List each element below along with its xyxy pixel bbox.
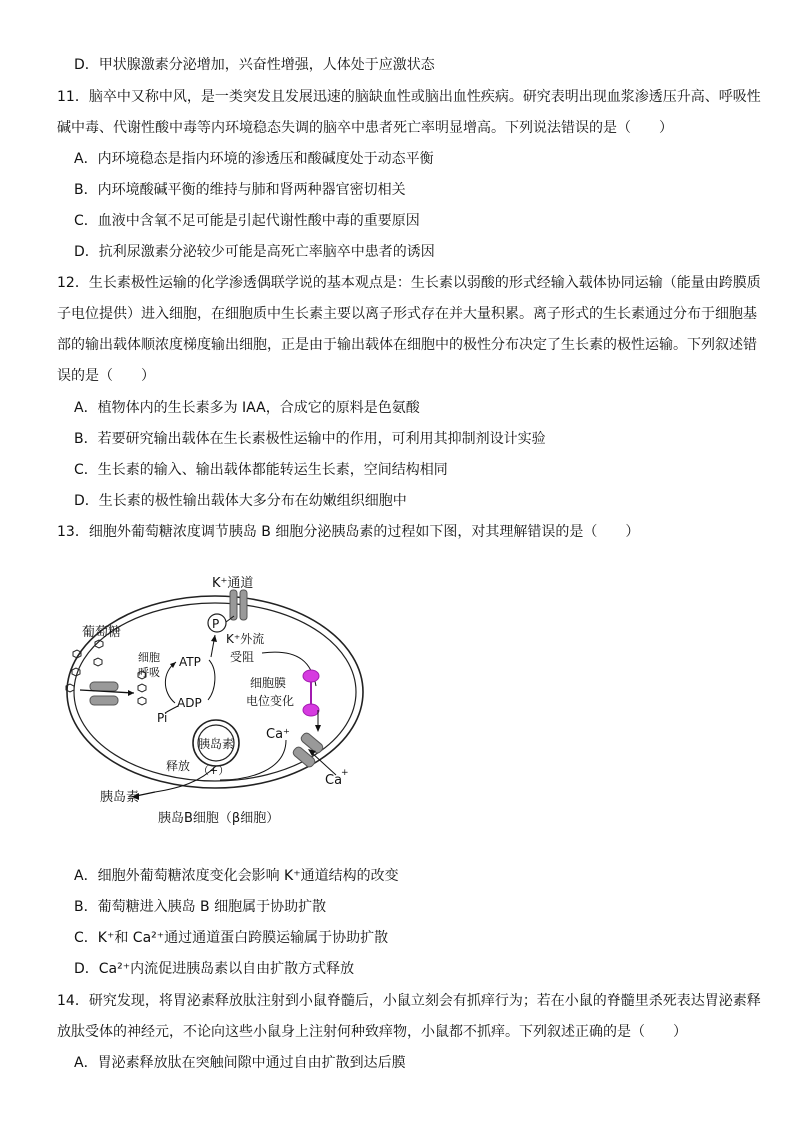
q12-stem-line-3: 部的输出载体顺浓度梯度输出细胞，正是由于输出载体在细胞中的极性分布决定了生长素的极性运输。下列叙述错 bbox=[57, 337, 757, 353]
ca-outside-label: Ca bbox=[325, 773, 343, 788]
q12-option-d: D．生长素的极性输出载体大多分布在幼嫩组织细胞中 bbox=[74, 493, 407, 509]
k-efflux-label-2: 受阻 bbox=[230, 650, 255, 664]
ca-channel-icon bbox=[292, 731, 325, 768]
voltage-sensor-icon bbox=[303, 670, 319, 716]
q11-stem-line-2: 碱中毒、代谢性酸中毒等内环境稳态失调的脑卒中患者死亡率明显增高。下列说法错误的是（ ） bbox=[57, 120, 673, 136]
k-channel-label: K⁺通道 bbox=[212, 576, 254, 591]
q14-stem-line-1: 14．研究发现，将胃泌素释放肽注射到小鼠脊髓后，小鼠立刻会有抓痒行为；若在小鼠的脊髓里杀死表达胃泌素释 bbox=[57, 993, 761, 1009]
q11-option-a: A．内环境稳态是指内环境的渗透压和酸碱度处于动态平衡 bbox=[74, 151, 434, 167]
q11-option-d: D．抗利尿激素分泌较少可能是高死亡率脑卒中患者的诱因 bbox=[74, 244, 435, 260]
figure-caption: 胰岛B细胞（β细胞） bbox=[158, 811, 280, 826]
q12-option-c: C．生长素的输入、输出载体都能转运生长素，空间结构相同 bbox=[74, 462, 448, 478]
p-label: P bbox=[212, 617, 220, 631]
q13-option-b: B．葡萄糖进入胰岛 B 细胞属于协助扩散 bbox=[74, 899, 327, 915]
q12-stem-line-1: 12．生长素极性运输的化学渗透偶联学说的基本观点是：生长素以弱酸的形式经输入载体协同运输（能量由跨膜质 bbox=[57, 275, 761, 291]
glucose-label: 葡萄糖 bbox=[82, 625, 122, 640]
q11-option-b: B．内环境酸碱平衡的维持与肺和肾两种器官密切相关 bbox=[74, 182, 406, 198]
k-channel-icon bbox=[230, 590, 247, 620]
q10-option-d: D．甲状腺激素分泌增加，兴奋性增强，人体处于应激状态 bbox=[74, 57, 435, 73]
k-efflux-label-1: K⁺外流 bbox=[226, 632, 265, 646]
q13-option-d: D．Ca²⁺内流促进胰岛素以自由扩散方式释放 bbox=[74, 961, 355, 977]
q14-option-a: A．胃泌素释放肽在突触间隙中通过自由扩散到达后膜 bbox=[74, 1055, 406, 1071]
insulin-granule-label: 胰岛素 bbox=[198, 737, 235, 751]
q12-option-a: A．植物体内的生长素多为 IAA，合成它的原料是色氨酸 bbox=[74, 400, 420, 416]
release-label: 释放 bbox=[166, 759, 191, 773]
membrane-potential-label-2: 电位变化 bbox=[246, 694, 295, 708]
insulin-secreted-label: 胰岛素 bbox=[100, 790, 140, 805]
adp-label: ADP bbox=[177, 696, 202, 710]
q13-option-a: A．细胞外葡萄糖浓度变化会影响 K⁺通道结构的改变 bbox=[74, 868, 399, 884]
ca-outside-superscript: + bbox=[341, 768, 349, 778]
ca-inside-label: Ca⁺ bbox=[266, 727, 290, 742]
q12-option-b: B．若要研究输出载体在生长素极性运输中的作用，可利用其抑制剂设计实验 bbox=[74, 431, 546, 447]
q12-stem-line-4: 误的是（ ） bbox=[57, 368, 155, 384]
membrane-potential-label-1: 细胞膜 bbox=[250, 676, 287, 690]
beta-cell-diagram bbox=[50, 560, 380, 835]
promote-plus-label: （+） bbox=[198, 764, 230, 777]
respiration-label-1: 细胞 bbox=[138, 651, 160, 664]
q12-stem-line-2: 子电位提供）进入细胞，在细胞质中生长素主要以离子形式存在并大量积累。离子形式的生长素通过分布于细胞基 bbox=[57, 306, 757, 322]
atp-label: ATP bbox=[179, 655, 201, 669]
pi-label: Pi bbox=[157, 711, 168, 725]
q11-option-c: C．血液中含氧不足可能是引起代谢性酸中毒的重要原因 bbox=[74, 213, 420, 229]
q11-stem-line-1: 11．脑卒中又称中风，是一类突发且发展迅速的脑缺血性或脑出血性疾病。研究表明出现血浆渗透压升高、呼吸性 bbox=[57, 89, 761, 105]
q14-stem-line-2: 放肽受体的神经元，不论向这些小鼠身上注射何种致痒物，小鼠都不抓痒。下列叙述正确的是（ ） bbox=[57, 1024, 687, 1040]
respiration-label-2: 呼吸 bbox=[138, 666, 160, 679]
atp-synthesis-arrow bbox=[165, 662, 176, 703]
q13-option-c: C．K⁺和 Ca²⁺通过通道蛋白跨膜运输属于协助扩散 bbox=[74, 930, 389, 946]
atp-hydrolysis-arrow bbox=[208, 660, 215, 700]
glucose-transporter-icon bbox=[90, 682, 118, 705]
q13-stem: 13．细胞外葡萄糖浓度调节胰岛 B 细胞分泌胰岛素的过程如下图，对其理解错误的是（ ） bbox=[57, 524, 640, 540]
